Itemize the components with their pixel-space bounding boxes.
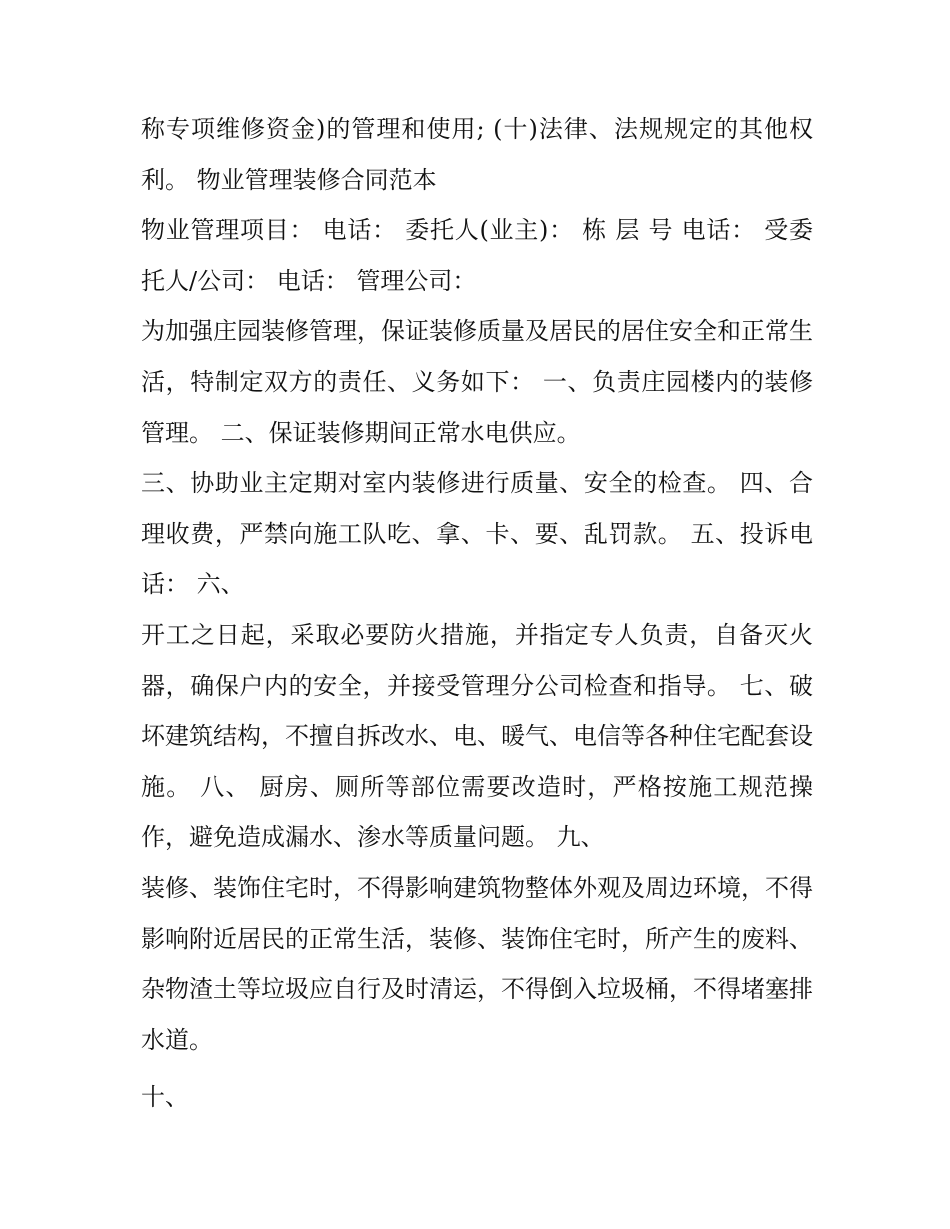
paragraph-item-ten: 十、 xyxy=(141,1083,189,1112)
paragraph-inspection-fees: 三、协助业主定期对室内装修进行质量、安全的检查。 四、合理收费，严禁向施工队吃、拿、卡、要、乱罚款。 五、投诉电话： 六、 xyxy=(141,469,813,599)
paragraph-intro-responsibilities: 为加强庄园装修管理，保证装修质量及居民的居住安全和正常生活，特制定双方的责任、义务如下： 一、负责庄园楼内的装修管理。 二、保证装修期间正常水电供应。 xyxy=(141,317,813,447)
paragraph-contract-parties: 物业管理项目： 电话： 委托人(业主)： 栋 层 号 电话： 受委托人/公司： 电话： 管理公司： xyxy=(141,216,813,295)
paragraph-exterior-waste: 装修、装饰住宅时，不得影响建筑物整体外观及周边环境，不得影响附近居民的正常生活，装修、装饰住宅时，所产生的废料、杂物渣土等垃圾应自行及时清运，不得倒入垃圾桶，不得堵塞排水道。 xyxy=(141,873,813,1054)
paragraph-maintenance-funds: 称专项维修资金)的管理和使用; (十)法律、法规规定的其他权利。 物业管理装修合同范本 xyxy=(141,115,813,194)
paragraph-fire-safety: 开工之日起，采取必要防火措施，并指定专人负责，自备灭火器，确保户内的安全，并接受管理分公司检查和指导。 七、破坏建筑结构，不擅自拆改水、电、暖气、电信等各种住宅配套设施。 八、 厨房、厕所等部位需要改造时，严格按施工规范操作，避免造成漏水、渗水等质量问题。 九、 xyxy=(141,620,813,852)
document-body xyxy=(141,104,813,1123)
